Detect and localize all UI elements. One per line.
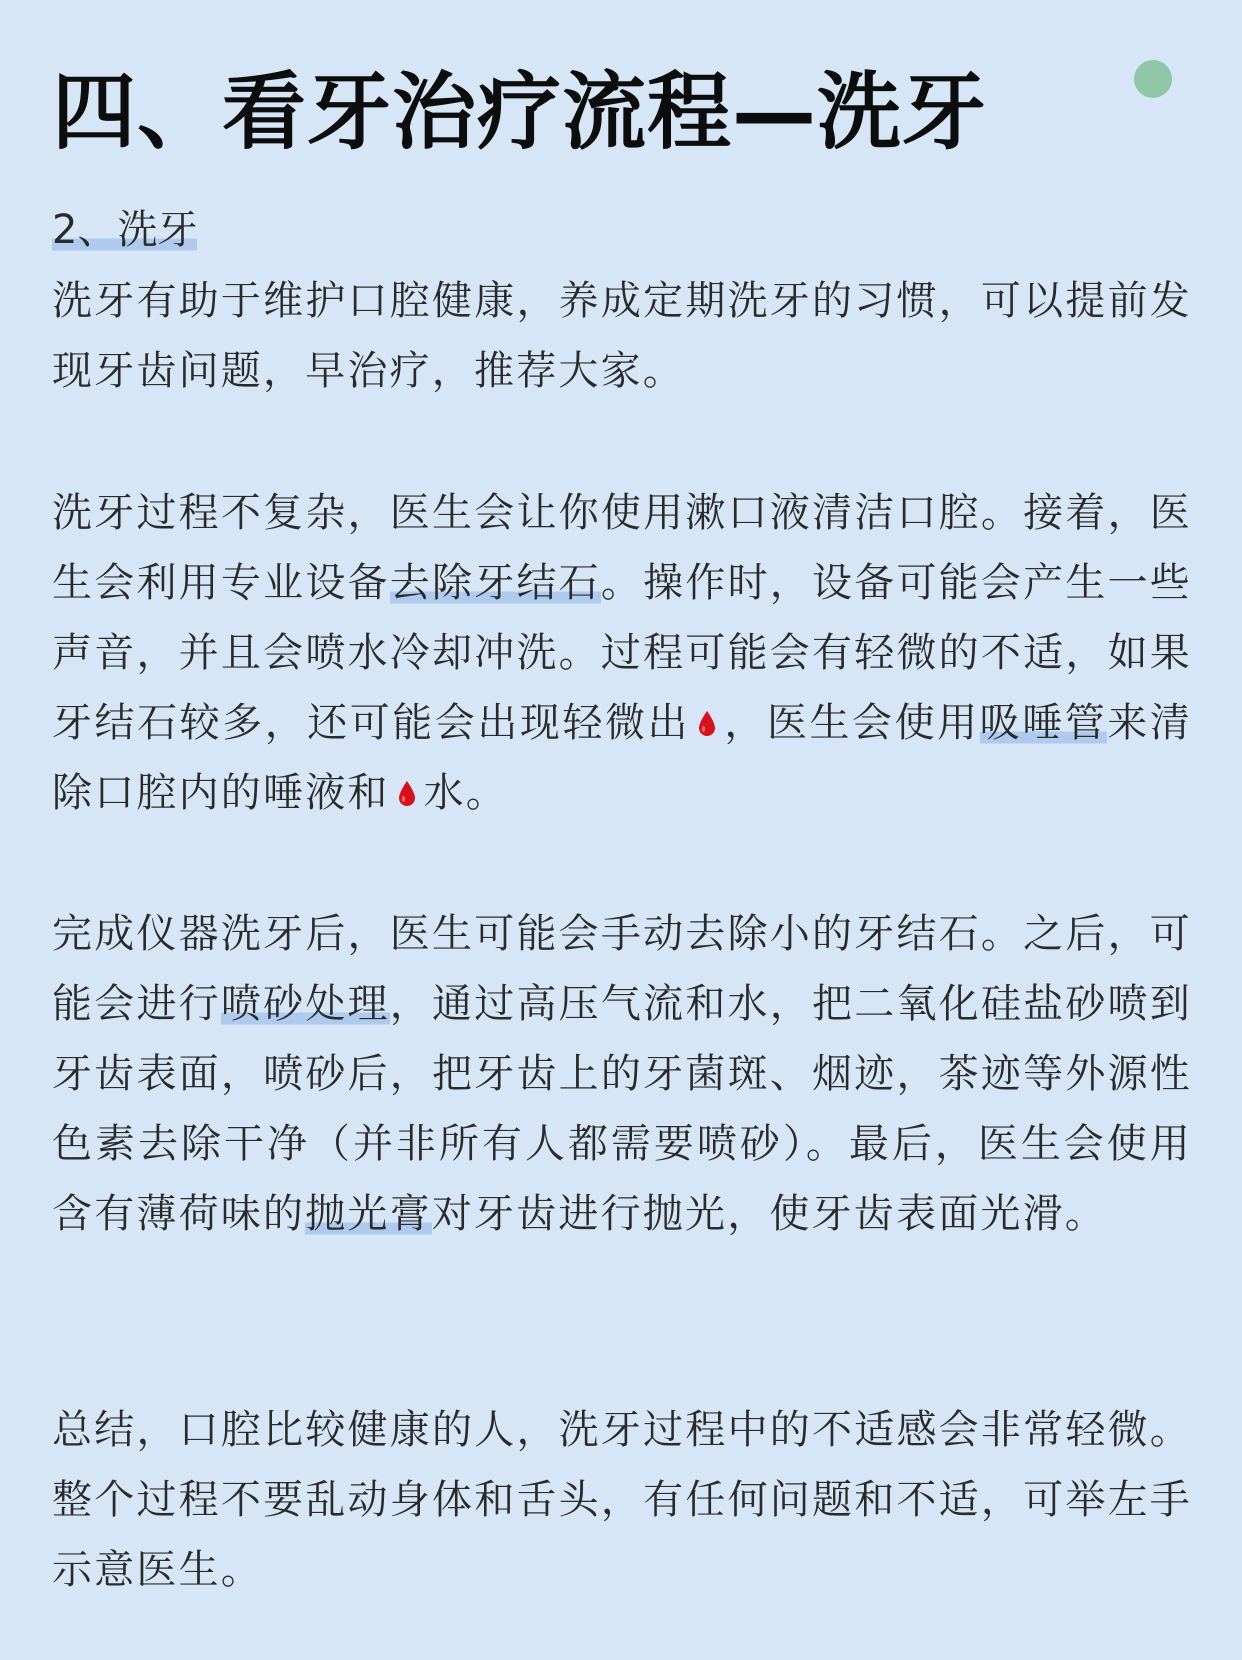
process-text-1: 洗牙过程不复杂，医生会让你使用漱口液清洁口腔。接着，医生会利用专业设备	[52, 490, 1192, 606]
blood-drop-icon	[696, 710, 718, 738]
section-subheading	[52, 202, 197, 258]
intro-paragraph: 洗牙有助于维护口腔健康，养成定期洗牙的习惯，可以提前发现牙齿问题，早治疗，推荐大家。	[52, 278, 1192, 394]
watermark-logo	[1134, 60, 1172, 98]
process-text-5: 水。	[423, 770, 509, 816]
process-text-3: ，医生会使用	[724, 700, 980, 746]
highlight-sandblasting: 喷砂处理	[220, 981, 390, 1027]
highlight-polishing-paste: 抛光膏	[305, 1191, 432, 1237]
after-text-2: ，通过高压气流和水，把二氧化硅盐砂喷到牙齿表面，喷砂后，把牙齿上的牙菌斑、烟迹，茶迹等外源性色素去除干净（并非所有人都需要喷砂）。最后，医生会使用含有薄荷味的	[52, 981, 1192, 1237]
summary-paragraph: 总结，口腔比较健康的人，洗牙过程中的不适感会非常轻微。整个过程不要乱动身体和舌头，有任何问题和不适，可举左手示意医生。	[52, 1407, 1192, 1593]
after-text-1: 完成仪器洗牙后，医生可能会手动去除小的牙结石。之后，可能会进行	[52, 911, 1192, 1027]
highlight-remove-tartar: 去除牙结石	[389, 560, 601, 606]
highlight-suction-tube: 吸唾管	[979, 700, 1108, 746]
after-text-3: 对牙齿进行抛光，使牙齿表面光滑。	[431, 1191, 1108, 1237]
process-paragraph	[52, 478, 1192, 828]
after-cleaning-paragraph	[52, 899, 1192, 1249]
subheading-text: 2、洗牙	[52, 207, 198, 253]
page-title: 四、看牙治疗流程—洗牙	[52, 63, 988, 161]
process-text-4: 来清除口腔内的唾液和	[52, 700, 1193, 816]
blood-drop-icon	[396, 780, 418, 808]
process-text-2: 。操作时，设备可能会产生一些声音，并且会喷水冷却冲洗。过程可能会有轻微的不适，如果牙结石较多，还可能会出现轻微出	[52, 560, 1192, 746]
